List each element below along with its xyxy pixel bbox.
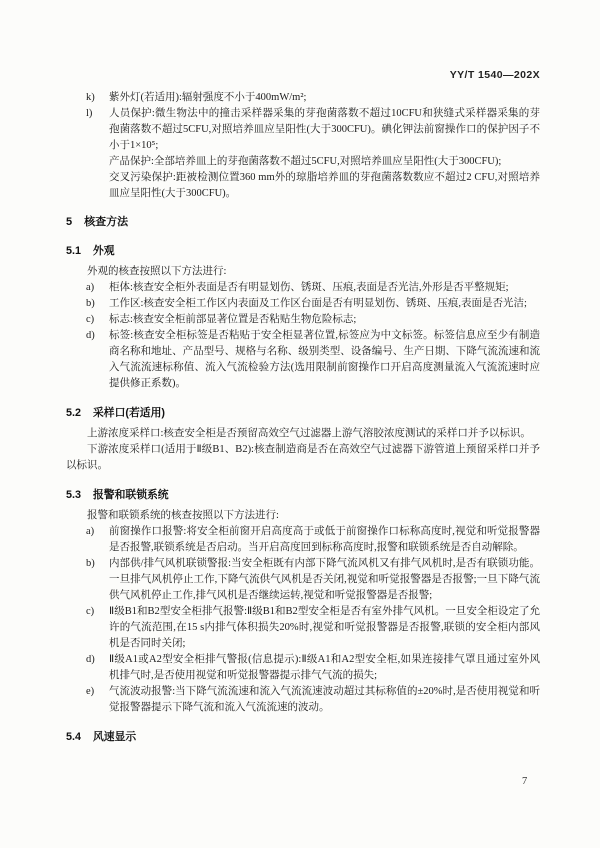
- list-item-text: Ⅱ级A1或A2型安全柜排气警报(信息提示):Ⅱ级A1和A2型安全柜,如果连接排气罩且通过室外风机排气时,是否使用视觉和听觉报警器提示排气气流的损失;: [109, 654, 540, 681]
- list-item-c: [66, 604, 540, 652]
- subsection-title: 报警和联锁系统: [93, 489, 169, 501]
- page-content: [66, 90, 540, 750]
- subsection-number: 5.4: [66, 731, 82, 743]
- list-item-d: [66, 652, 540, 684]
- standard-number: YY/T 1540—202X: [449, 69, 540, 81]
- subsection-title: 采样口(若适用): [93, 407, 165, 419]
- section-title: 核查方法: [84, 216, 129, 228]
- section-number: 5: [66, 216, 73, 228]
- subsection-number: 5.1: [66, 245, 82, 257]
- list-item-b: [66, 296, 540, 312]
- subsection-heading-5-3: [66, 487, 540, 503]
- list-item-label: b): [86, 558, 95, 569]
- list-item-b: [66, 556, 540, 604]
- list-item-label: b): [86, 298, 95, 309]
- list-item-label: k): [86, 92, 95, 103]
- list-item-l: [66, 106, 540, 202]
- list-item-d: [66, 328, 540, 392]
- subsection-heading-5-4: [66, 729, 540, 745]
- list-item-label: a): [86, 526, 95, 537]
- list-item-text: 内部供/排气风机联锁警报:当安全柜既有内部下降气流风机又有排气风机时,是否有联锁功能。一旦排气风机停止工作,下降气流供气风机是否关闭,视觉和听觉报警器是否报警;一旦下降气流供气风机停止工作,排气风机是否继续运转,视觉和听觉报警器是否报警;: [109, 558, 540, 601]
- list-item-text: 人员保护:微生物法中的撞击采样器采集的芽孢菌落数不超过10CFU和狭缝式采样器采集的芽孢菌落数不超过5CFU,对照培养皿应呈阳性(大于300CFU)。碘化钾法前窗操作口的保护因子不小于1×10⁵;: [109, 108, 540, 151]
- list-item-a: [66, 524, 540, 556]
- paragraph-intro: 外观的核查按照以下方法进行:: [87, 266, 227, 277]
- subsection-number: 5.3: [66, 489, 82, 501]
- list-item-text: 前窗操作口报警:将安全柜前窗开启高度高于或低于前窗操作口标称高度时,视觉和听觉报警器是否报警,联锁系统是否启动。当开启高度回到标称高度时,报警和联锁系统是否自动解除。: [109, 526, 540, 553]
- list-item-label: d): [86, 330, 95, 341]
- subsection-heading-5-1: [66, 243, 540, 259]
- list-item-text: 标志:核查安全柜前部显著位置是否粘贴生物危险标志;: [109, 314, 357, 325]
- subsection-title: 外观: [93, 245, 115, 257]
- list-item-a: [66, 280, 540, 296]
- list-item-text: Ⅱ级B1和B2型安全柜排气报警:Ⅱ级B1和B2型安全柜是否有室外排气风机。一旦安全柜设定了允许的气流范围,在15 s内排气体积损失20%时,视觉和听觉报警器是否报警,联锁的安全柜内部风机是否同时关闭;: [109, 606, 540, 649]
- list-item-label: c): [86, 314, 95, 325]
- section-heading: [66, 214, 540, 230]
- paragraph: 下游浓度采样口(适用于Ⅱ级B1、B2):核查制造商是否在高效空气过滤器下游管道上预留采样口并予以标识。: [66, 444, 540, 471]
- list-item-c: [66, 312, 540, 328]
- subsection-heading-5-2: [66, 405, 540, 421]
- subsection-title: 风速显示: [93, 731, 137, 743]
- list-item-text: 柜体:核查安全柜外表面是否有明显划伤、锈斑、压痕,表面是否光洁,外形是否平整规矩;: [109, 282, 509, 293]
- list-item-text: 标签:核查安全柜标签是否粘贴于安全柜显著位置,标签应为中文标签。标签信息应至少有制造商名称和地址、产品型号、规格与名称、级别类型、设备编号、生产日期、下降气流流速和流入气流流速标称值、流入气流检验方法(选用限制前窗操作口开启高度测量流入气流流速时应提供修正系数)。: [109, 330, 540, 389]
- list-item-label: d): [86, 654, 95, 665]
- list-item-text: 气流波动报警:当下降气流流速和流入气流流速波动超过其标称值的±20%时,是否使用视觉和听觉报警器提示下降气流和流入气流流速的波动。: [109, 686, 540, 713]
- list-item-label: c): [86, 606, 95, 617]
- paragraph: 上游浓度采样口:核查安全柜是否预留高效空气过滤器上游气溶胶浓度测试的采样口并予以标识。: [87, 428, 531, 439]
- list-item-e: [66, 684, 540, 716]
- list-item-text: 紫外灯(若适用):辐射强度不小于400mW/m²;: [109, 92, 307, 103]
- list-item-label: a): [86, 282, 95, 293]
- list-item-text: 产品保护:全部培养皿上的芽孢菌落数不超过5CFU,对照培养皿应呈阳性(大于300CFU);: [109, 156, 502, 167]
- list-item-text: 工作区:核查安全柜工作区内表面及工作区台面是否有明显划伤、锈斑、压痕,表面是否光洁;: [109, 298, 527, 309]
- paragraph-intro: 报警和联锁系统的核查按照以下方法进行:: [87, 510, 279, 521]
- subsection-number: 5.2: [66, 407, 82, 419]
- list-item-label: e): [86, 686, 95, 697]
- list-item-k: [66, 90, 540, 106]
- page-number: 7: [522, 776, 528, 787]
- list-item-text: 交叉污染保护:距被检测位置360 mm外的琼脂培养皿的芽孢菌落数数应不超过2 CFU,对照培养皿应呈阳性(大于300CFU)。: [109, 172, 540, 199]
- list-item-label: l): [86, 108, 93, 119]
